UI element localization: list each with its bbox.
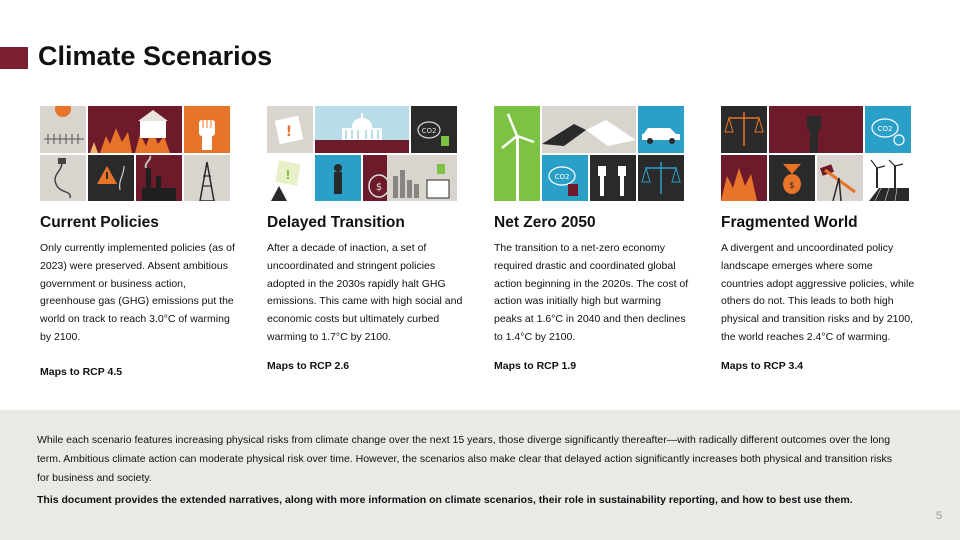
warning-icon	[88, 155, 134, 201]
scenario-title: Delayed Transition	[267, 214, 405, 231]
co2-cloud-icon	[411, 106, 457, 153]
summary-text: While each scenario features increasing physical risks from climate change over the next 15 years, those diverge significantly thereafter—with radically different outcomes over the long term. Ambitious climate action can moderate physical risk over time. However, the scenarios also make clear that delayed action significantly increases both physical and transition risks for business and society.	[37, 434, 892, 484]
title-accent-bar	[0, 47, 28, 69]
delayed-transition-illustration	[267, 106, 457, 201]
factory-icon	[136, 155, 182, 201]
scale-icon	[721, 106, 767, 153]
summary-bold-text: This document provides the extended narratives, along with more information on climate scenarios, their role in sustainability reporting, and how to best use them.	[37, 494, 853, 506]
scenario-description: The transition to a net-zero economy required drastic and coordinated global action beginning in the 2020s. The cost of action was initially high but warming peaks at 1.6°C in 2040 and then declines to 1.4°C by 2100.	[494, 242, 689, 343]
raised-fist-icon	[769, 106, 863, 153]
scenario-description: After a decade of inaction, a set of uncoordinated and stringent policies adopted in the 2030s rapidly halt GHG emissions. This came with high social and economic costs but ultimately curbed warming to 1.7°C by 2100.	[267, 242, 463, 343]
person-icon	[315, 155, 361, 201]
svg-text:$: $	[375, 182, 383, 193]
scenario-rcp-mapping: Maps to RCP 2.6	[267, 360, 350, 372]
fragmented-world-illustration	[721, 106, 911, 201]
scenario-net-zero-2050	[494, 106, 689, 347]
handshake-icon	[542, 106, 636, 153]
net-zero-2050-illustration	[494, 106, 684, 201]
co2-cloud-icon	[542, 155, 588, 201]
scenario-rcp-mapping: Maps to RCP 1.9	[494, 360, 577, 372]
svg-text:CO2: CO2	[554, 173, 570, 181]
raised-fist-icon	[184, 106, 230, 153]
scenario-delayed-transition	[267, 106, 463, 347]
svg-text:CO2: CO2	[877, 125, 893, 133]
scenario-title: Current Policies	[40, 214, 159, 231]
oil-derrick-icon	[184, 155, 230, 201]
scenario-title: Net Zero 2050	[494, 214, 596, 231]
flames-icon	[88, 106, 182, 153]
wind-turbine-icon	[494, 106, 540, 201]
oil-pump-icon	[817, 155, 863, 201]
exclamation-sign-icon	[267, 106, 313, 153]
page-number: 5	[936, 510, 943, 522]
scenario-current-policies	[40, 106, 235, 347]
plug-icon	[40, 155, 86, 201]
svg-text:!: !	[285, 168, 291, 182]
scenario-title: Fragmented World	[721, 214, 858, 231]
capitol-building-icon	[315, 106, 409, 153]
money-bag-icon	[769, 155, 815, 201]
scale-icon	[638, 155, 684, 201]
svg-text:!: !	[285, 124, 293, 140]
svg-text:CO2: CO2	[421, 127, 437, 135]
svg-text:$: $	[789, 181, 795, 191]
raised-fists-icon	[590, 155, 636, 201]
page-title: Climate Scenarios	[38, 41, 273, 71]
scenario-rcp-mapping: Maps to RCP 4.5	[40, 366, 123, 378]
current-policies-illustration	[40, 106, 230, 201]
sun-icon	[40, 106, 86, 153]
scenario-description: Only currently implemented policies (as of 2023) were preserved. Absent ambitious government or business action, greenhouse gas (GHG) emissions put the world on track to reach 3.0°C of warming by 2100.	[40, 242, 235, 343]
scenario-rcp-mapping: Maps to RCP 3.4	[721, 360, 804, 372]
co2-cloud-icon	[865, 106, 911, 153]
bar-chart-icon	[387, 155, 457, 201]
scenario-description: A divergent and uncoordinated policy landscape emerges where some countries adopt aggressive policies, while others do not. This leads to both high physical and transition risks and by 2100, the world reaches 2.4°C of warming.	[721, 242, 915, 343]
flames-icon	[721, 155, 767, 201]
exclamation-sign-icon	[267, 155, 313, 201]
electric-car-icon	[638, 106, 684, 153]
scenario-fragmented-world	[721, 106, 913, 347]
